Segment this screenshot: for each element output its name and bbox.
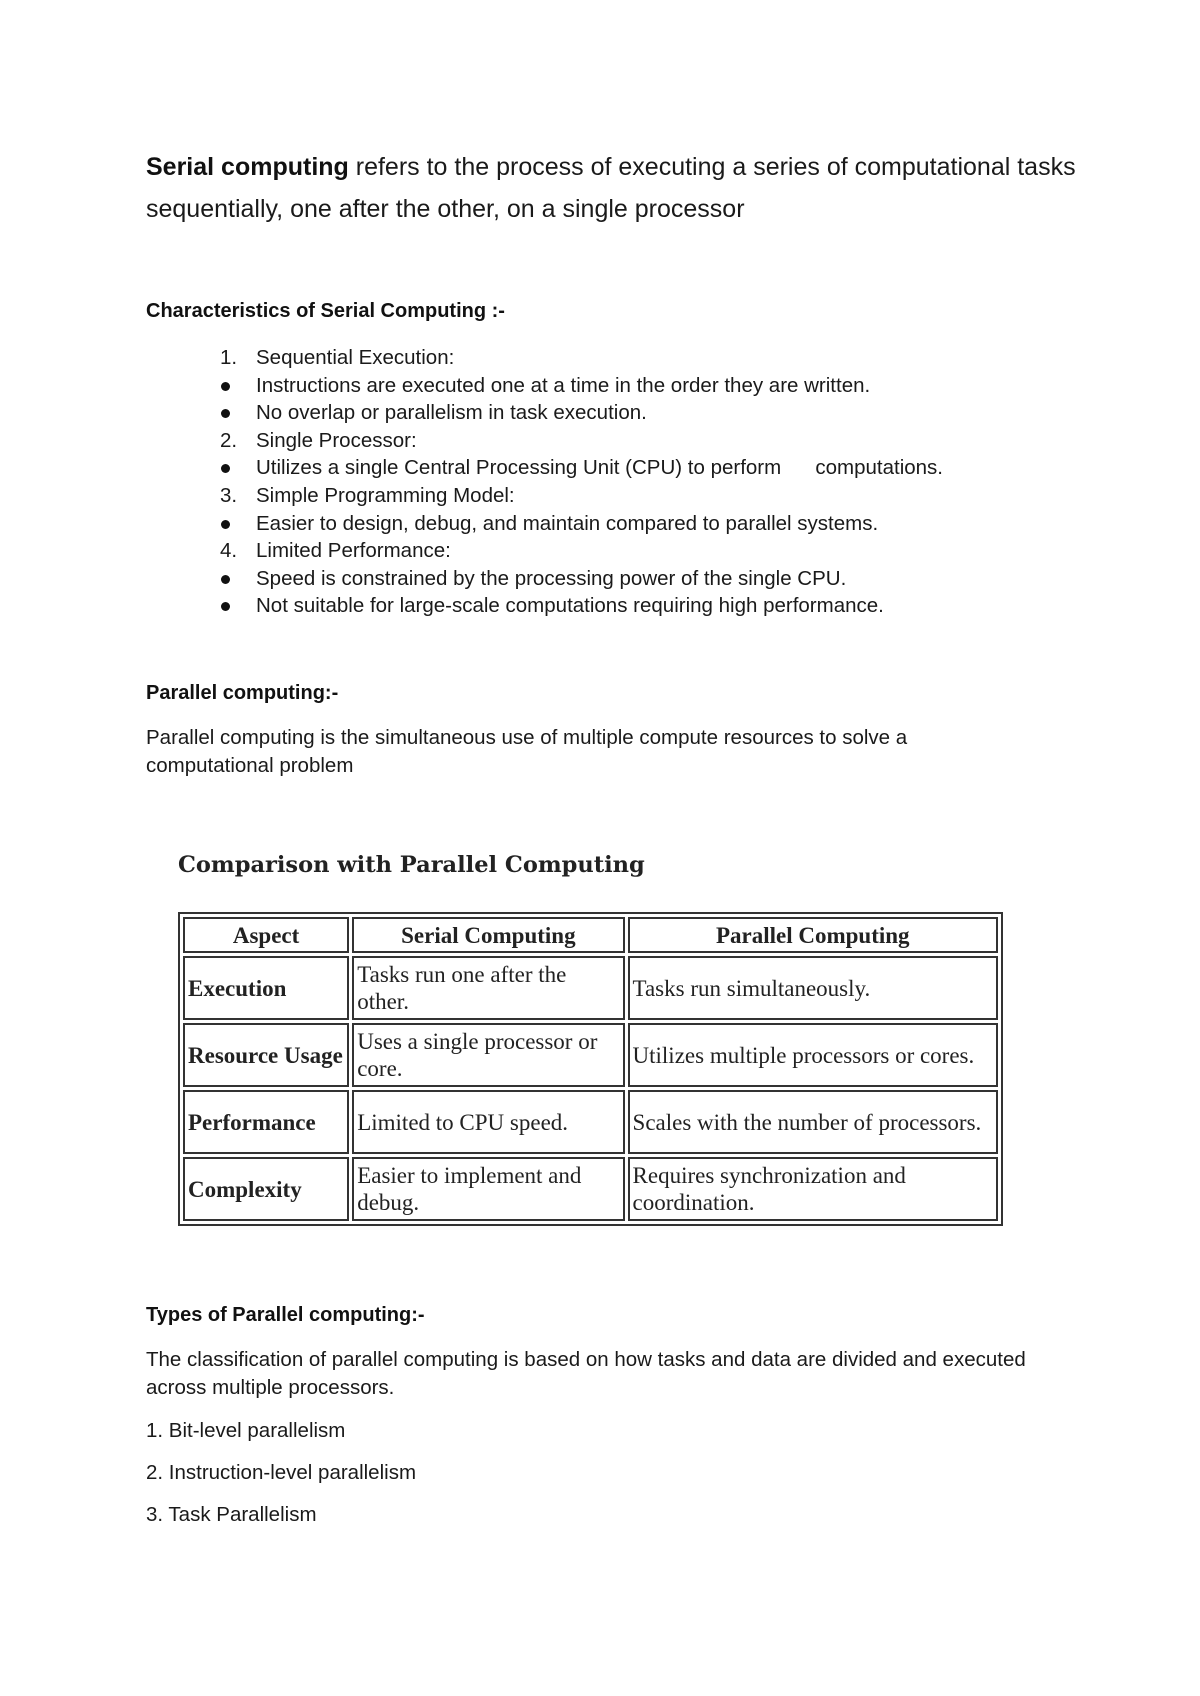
aspect-cell: Execution [183,956,349,1020]
parallel-heading: Parallel computing:- [146,682,339,704]
list-item: No overlap or parallelism in task execution. [220,399,1120,427]
column-header: Aspect [183,917,349,953]
types-description: The classification of parallel computing is based on how tasks and data are divided and executed across multiple processors. [146,1348,1026,1399]
serial-cell: Easier to implement and debug. [352,1157,624,1221]
comparison-table [178,912,1003,1226]
intro-paragraph [146,146,1086,230]
list-number: 1. [220,346,238,369]
aspect-cell: Resource Usage [183,1023,349,1087]
list-item: 1. Sequential Execution: [220,344,1120,372]
list-item: Easier to design, debug, and maintain compared to parallel systems. [220,510,1120,538]
types-list [146,1410,416,1536]
parallel-cell: Scales with the number of processors. [628,1090,998,1154]
list-item: Instructions are executed one at a time in the order they are written. [220,372,1120,400]
bullet-icon [221,464,230,473]
bullet-icon [221,520,230,529]
parallel-cell: Utilizes multiple processors or cores. [628,1023,998,1087]
list-item: 4. Limited Performance: [220,537,1120,565]
serial-cell: Uses a single processor or core. [352,1023,624,1087]
types-heading: Types of Parallel computing:- [146,1304,425,1326]
list-item: Speed is constrained by the processing power of the single CPU. [220,565,1120,593]
aspect-cell: Performance [183,1090,349,1154]
list-item: 2. Single Processor: [220,427,1120,455]
intro-term: Serial computing [146,153,349,181]
list-item: Utilizes a single Central Processing Unit (CPU) to perform computations. [220,454,1120,482]
intro-text: refers to the process of executing a series of computational tasks sequentially, one after the other, on a single processor [146,153,1076,223]
characteristics-list [220,344,1120,620]
bullet-icon [221,382,230,391]
table-row [183,956,998,1020]
bullet-icon [221,602,230,611]
list-item: 3. Simple Programming Model: [220,482,1120,510]
table-row [183,1157,998,1221]
column-header: Parallel Computing [628,917,998,953]
list-item: 2. Instruction-level parallelism [146,1461,417,1484]
bullet-icon [221,409,230,418]
list-number: 3. [220,483,238,507]
parallel-description: Parallel computing is the simultaneous use of multiple compute resources to solve a computational problem [146,726,908,777]
serial-cell: Limited to CPU speed. [352,1090,624,1154]
bullet-icon [221,575,230,584]
list-item: 3. Task Parallelism [146,1503,317,1526]
table-row [183,1023,998,1087]
characteristics-heading: Characteristics of Serial Computing :- [146,300,505,322]
list-number: 4. [220,539,238,563]
table-row [183,1090,998,1154]
table-header-row [183,917,998,953]
parallel-cell: Requires synchronization and coordination. [628,1157,998,1221]
serial-cell: Tasks run one after the other. [352,956,624,1020]
list-number: 2. [220,428,238,452]
aspect-cell: Complexity [183,1157,349,1221]
comparison-title: Comparison with Parallel Computing [178,852,645,878]
list-item: Not suitable for large-scale computations requiring high performance. [220,592,1120,620]
parallel-cell: Tasks run simultaneously. [628,956,998,1020]
list-item: 1. Bit-level parallelism [146,1419,346,1442]
column-header: Serial Computing [352,917,624,953]
